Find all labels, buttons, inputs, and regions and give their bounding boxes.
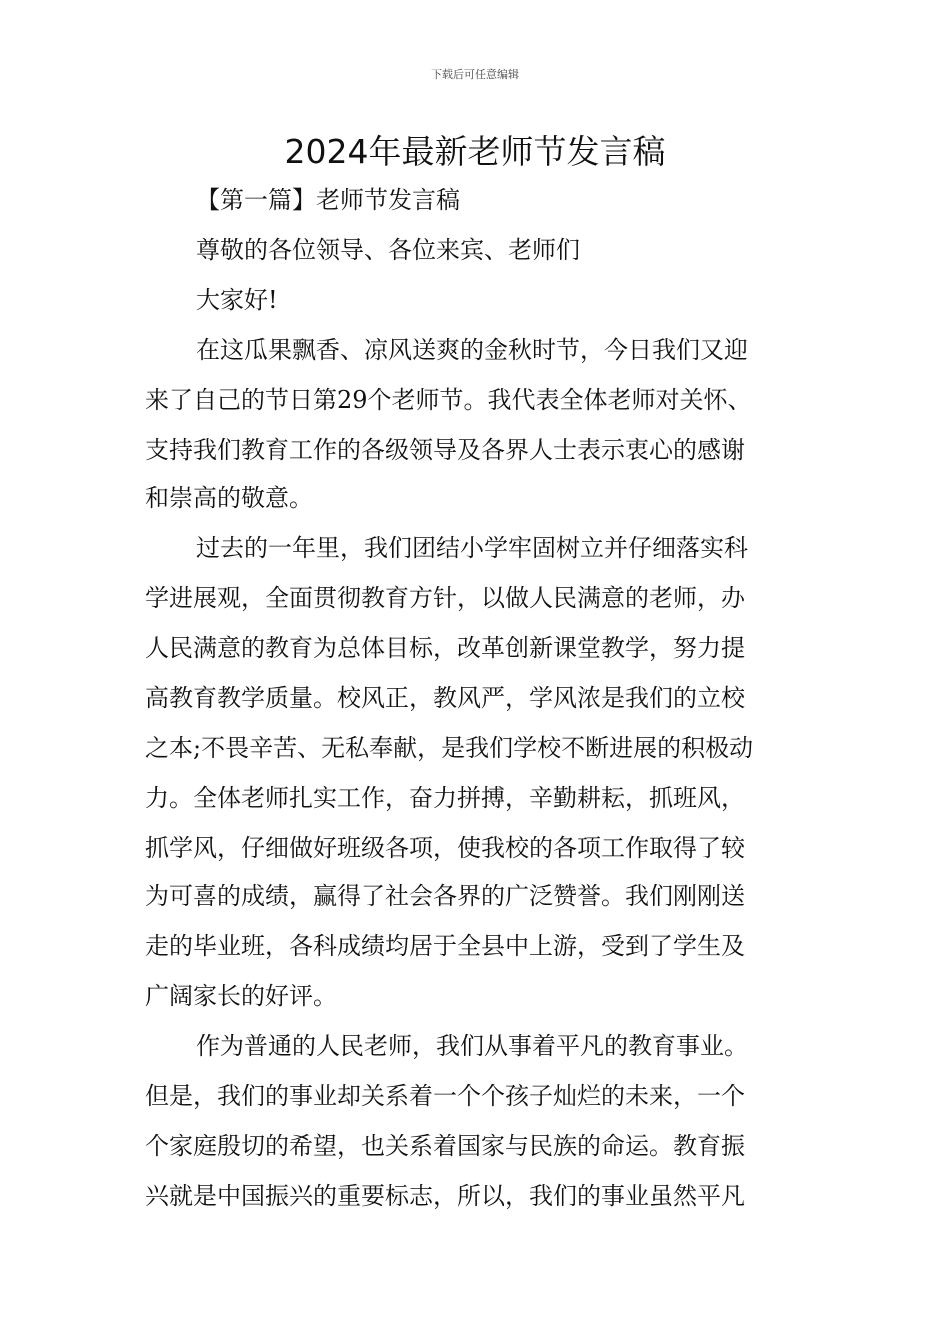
paragraph-line: 走的毕业班，各科成绩均居于全县中上游，受到了学生及	[145, 932, 745, 960]
paragraph-line: 学进展观，全面贯彻教育方针，以做人民满意的老师，办	[145, 584, 745, 612]
paragraph-line: 广阔家长的好评。	[145, 982, 337, 1010]
paragraph-line: 人民满意的教育为总体目标，改革创新课堂教学，努力提	[145, 634, 745, 662]
page-title: 2024年最新老师节发言稿	[284, 132, 666, 171]
greeting: 大家好!	[196, 286, 278, 314]
paragraph-line: 抓学风，仔细做好班级各项，使我校的各项工作取得了较	[145, 834, 745, 862]
paragraph-line: 个家庭殷切的希望，也关系着国家与民族的命运。教育振	[145, 1132, 745, 1160]
paragraph-line: 作为普通的人民老师，我们从事着平凡的教育事业。	[196, 1032, 748, 1060]
paragraph-line: 过去的一年里，我们团结小学牢固树立并仔细落实科	[196, 534, 748, 562]
paragraph-line: 高教育教学质量。校风正，教风严，学风浓是我们的立校	[145, 684, 745, 712]
paragraph-line: 力。全体老师扎实工作，奋力拼搏，辛勤耕耘，抓班风，	[145, 784, 745, 812]
paragraph-line: 支持我们教育工作的各级领导及各界人士表示衷心的感谢	[145, 436, 745, 464]
section-heading: 【第一篇】老师节发言稿	[196, 186, 460, 214]
paragraph-line: 但是，我们的事业却关系着一个个孩子灿烂的未来，一个	[145, 1082, 745, 1110]
paragraph-line: 在这瓜果飘香、凉风送爽的金秋时节，今日我们又迎	[196, 336, 748, 364]
paragraph-line: 来了自己的节日第29个老师节。我代表全体老师对关怀、	[145, 386, 752, 414]
paragraph-line: 兴就是中国振兴的重要标志，所以，我们的事业虽然平凡	[145, 1182, 745, 1210]
paragraph-line: 为可喜的成绩，赢得了社会各界的广泛赞誉。我们刚刚送	[145, 882, 745, 910]
header-note: 下载后可任意编辑	[431, 68, 519, 81]
salutation: 尊敬的各位领导、各位来宾、老师们	[196, 236, 580, 264]
paragraph-line: 和崇高的敬意。	[145, 484, 313, 512]
paragraph-line: 之本;不畏辛苦、无私奉献，是我们学校不断进展的积极动	[145, 734, 754, 762]
